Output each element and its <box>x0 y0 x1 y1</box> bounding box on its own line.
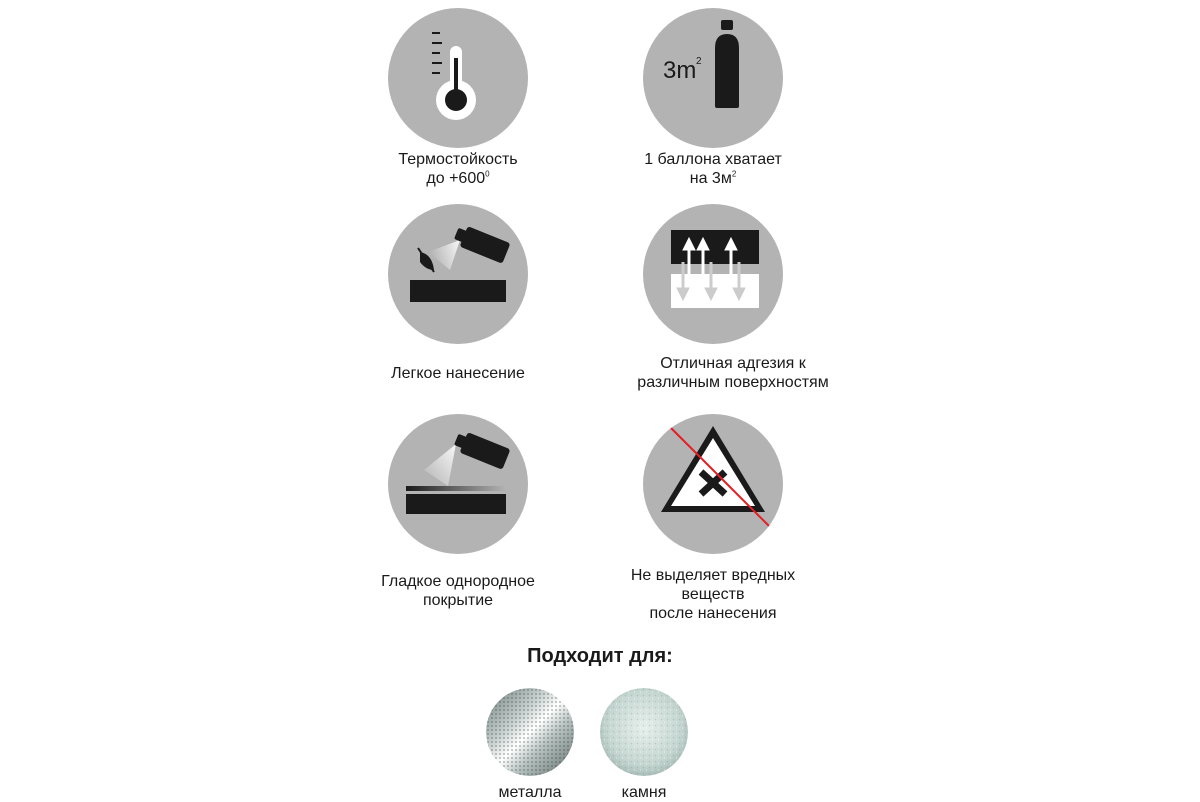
safety-line3: после нанесения <box>649 605 777 622</box>
spray-surface-icon <box>388 414 528 554</box>
spray-feather-icon <box>388 204 528 344</box>
heat-resistance-line1: Термостойкость <box>398 151 518 168</box>
metal-texture-icon <box>486 688 574 776</box>
coverage-icon-text-sup: 2 <box>696 56 702 67</box>
easy-application-caption <box>308 364 608 383</box>
thermometer-icon <box>388 8 528 148</box>
smooth-coating-line1: Гладкое однородное <box>381 573 535 590</box>
adhesion-arrows-icon <box>643 204 783 344</box>
spray-can-icon <box>643 8 783 148</box>
adhesion-icon-circle <box>643 204 783 344</box>
stone-texture-icon <box>600 688 688 776</box>
coverage-line2: на 3м <box>689 170 732 187</box>
safety-caption <box>563 566 863 623</box>
easy-application-icon-circle <box>388 204 528 344</box>
no-hazard-icon <box>643 414 783 554</box>
coverage-icon-text: 3m <box>663 57 697 84</box>
coverage-icon-circle <box>643 8 783 148</box>
adhesion-line2: различным поверхностям <box>637 374 829 391</box>
degree-sup: 0 <box>485 169 490 179</box>
metal-material-circle <box>486 688 574 776</box>
square-sup: 2 <box>731 169 737 179</box>
metal-label: металла <box>498 784 562 801</box>
suitable-heading: Подходит для: <box>527 645 673 667</box>
heat-resistance-line2: до +600 <box>426 170 486 187</box>
safety-line1: Не выделяет вредных <box>630 567 796 584</box>
safety-line2: веществ <box>681 586 745 603</box>
safety-icon-circle <box>643 414 783 554</box>
adhesion-line1: Отличная адгезия к <box>660 355 806 372</box>
smooth-coating-line2: покрытие <box>422 592 494 609</box>
adhesion-caption <box>583 354 883 392</box>
coverage-caption <box>563 150 863 188</box>
coverage-line1: 1 баллона хватает <box>644 151 782 168</box>
smooth-coating-icon-circle <box>388 414 528 554</box>
stone-material-circle <box>600 688 688 776</box>
stone-label: камня <box>621 784 667 801</box>
easy-application-line1: Легкое нанесение <box>391 365 525 382</box>
heat-resistance-icon-circle <box>388 8 528 148</box>
